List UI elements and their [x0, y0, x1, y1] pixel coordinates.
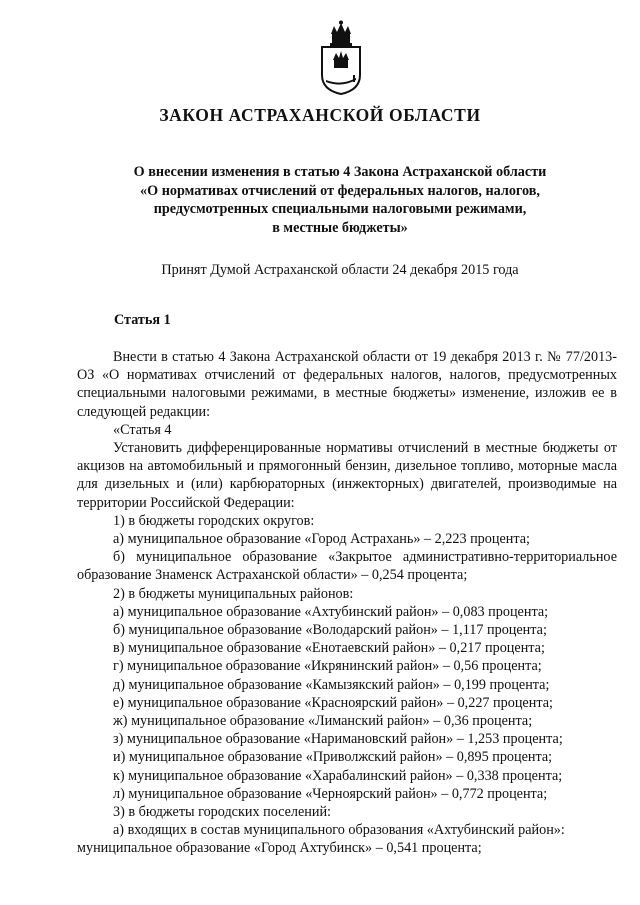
quoted-article-paragraph: Установить дифференцированные нормативы отчислений в местные бюджеты от акцизов на автомобильный и прямогонный бензин, дизельное топливо, моторные масла для дизельных и (или) карбюраторных (инжекторных) двигателей, производимые на территории Российской Федерации:: [77, 440, 617, 511]
list-item: к) муниципальное образование «Харабалинский район» – 0,338 процента;: [113, 767, 563, 784]
list-item: 3) в бюджеты городских поселений:: [113, 804, 332, 821]
list-item: б) муниципальное образование «Володарский район» – 1,117 процента;: [113, 622, 547, 639]
list-item: б) муниципальное образование «Закрытое административно-территориальное образование Знаменск Астраханской области» – 0,254 процента;: [77, 549, 617, 584]
subject-line: предусмотренных специальными налоговыми режимами,: [153, 201, 527, 217]
list-item: 1) в бюджеты городских округов:: [113, 512, 315, 529]
astrakhan-coat-of-arms-icon: [318, 20, 364, 96]
list-item: г) муниципальное образование «Икрянинский район» – 0,56 процента;: [113, 658, 542, 675]
subject-line: в местные бюджеты»: [272, 219, 408, 236]
law-subject: [60, 163, 620, 237]
subject-line: «О нормативах отчислений от федеральных налогов, налогов,: [140, 182, 540, 199]
subject-line: О внесении изменения в статью 4 Закона Астраханской области: [133, 164, 547, 180]
quoted-article-heading: «Статья 4: [113, 421, 172, 438]
list-item: 2) в бюджеты муниципальных районов:: [113, 585, 354, 602]
document-title: ЗАКОН АСТРАХАНСКОЙ ОБЛАСТИ: [159, 105, 481, 125]
list-item: а) входящих в состав муниципального образования «Ахтубинский район»:: [113, 822, 565, 839]
list-item: е) муниципальное образование «Красноярский район» – 0,227 процента;: [113, 694, 553, 711]
list-item: л) муниципальное образование «Черноярский район» – 0,772 процента;: [113, 785, 548, 802]
article-intro-paragraph: Внести в статью 4 Закона Астраханской области от 19 декабря 2013 г. № 77/2013-ОЗ «О нормативах отчислений от федеральных налогов, налогов, предусмотренных специальными налоговыми режимами, в местные бюджеты» изменение, изложив ее в следующей редакции:: [77, 349, 617, 420]
list-item: ж) муниципальное образование «Лиманский район» – 0,36 процента;: [113, 713, 533, 730]
list-item: муниципальное образование «Город Ахтубинск» – 0,541 процента;: [77, 840, 482, 857]
article-body: [77, 348, 617, 858]
list-item: в) муниципальное образование «Енотаевский район» – 0,217 процента;: [113, 640, 545, 657]
adoption-date-line: Принят Думой Астраханской области 24 декабря 2015 года: [161, 262, 519, 278]
list-item: з) муниципальное образование «Наримановский район» – 1,253 процента;: [113, 731, 563, 748]
article-heading: Статья 1: [114, 312, 171, 328]
list-item: и) муниципальное образование «Приволжский район» – 0,895 процента;: [113, 749, 553, 766]
list-item: а) муниципальное образование «Город Астрахань» – 2,223 процента;: [113, 531, 530, 548]
list-item: а) муниципальное образование «Ахтубинский район» – 0,083 процента;: [113, 603, 549, 620]
list-item: д) муниципальное образование «Камызякский район» – 0,199 процента;: [113, 676, 550, 693]
